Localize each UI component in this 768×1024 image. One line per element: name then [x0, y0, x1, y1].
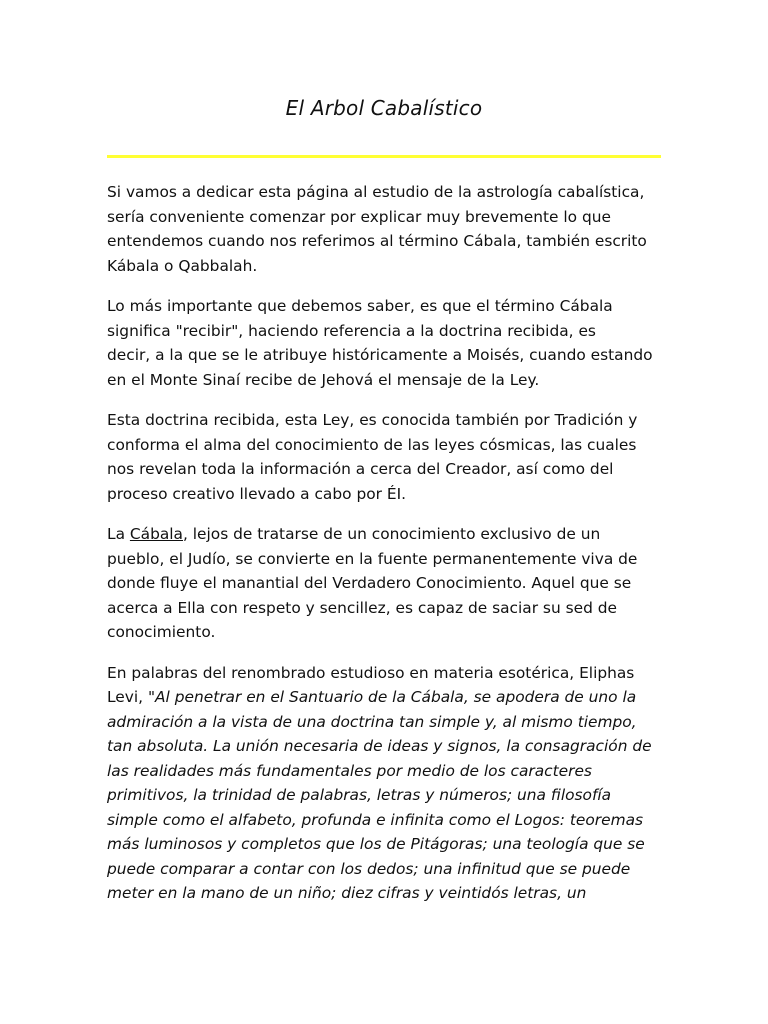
quote-line: simple como el alfabeto, profunda e infinita como el Logos: teoremas	[107, 810, 644, 829]
text-line-mixed	[107, 685, 663, 710]
text-line: nos revelan toda la información a cerca del Creador, así como del	[107, 460, 614, 478]
text-line: sería conveniente comenzar por explicar muy brevemente lo que	[107, 207, 611, 226]
author-name: Levi,	[107, 688, 148, 706]
paragraph-intro	[107, 180, 663, 278]
quote-line: más luminosos y completos que los de Pitágoras; una teología que se	[107, 835, 645, 853]
document-body	[107, 180, 663, 922]
quote-line: puede comparar a contar con los dedos; una infinitud que se puede	[107, 859, 631, 878]
quote-line: tan absoluta. La unión necesaria de ideas y signos, la consagración de	[107, 737, 652, 755]
paragraph-meaning	[107, 294, 663, 392]
page-title: El Arbol Cabalístico	[285, 96, 483, 120]
quote-line: admiración a la vista de una doctrina tan simple y, al mismo tiempo,	[107, 712, 637, 731]
text-line: Si vamos a dedicar esta página al estudio de la astrología cabalística,	[107, 183, 645, 201]
text-line: pueblo, el Judío, se convierte en la fuente permanentemente viva de	[107, 549, 638, 568]
quote-line: meter en la mano de un niño; diez cifras y veintidós letras, un	[107, 884, 587, 902]
text-line: Kábala o Qabbalah.	[107, 256, 258, 275]
paragraph-cabala-link	[107, 522, 663, 645]
text-line: Lo más importante que debemos saber, es que el término Cábala	[107, 297, 613, 315]
text-line: proceso creativo llevado a cabo por ÉI.	[107, 484, 407, 503]
paragraph-eliphas-levi	[107, 661, 663, 906]
text-line: decir, a la que se le atribuye históricamente a Moisés, cuando estando	[107, 346, 653, 364]
quote-line: las realidades más fundamentales por medio de los caracteres	[107, 761, 592, 780]
text-line: donde fluye el manantial del Verdadero Conocimiento. Aquel que se	[107, 574, 632, 592]
lead-text: La	[107, 525, 130, 543]
text-line: significa "recibir", haciendo referencia a la doctrina recibida, es	[107, 321, 596, 340]
text-line: Esta doctrina recibida, esta Ley, es conocida también por Tradición y	[107, 411, 638, 429]
quote-line: primitivos, la trinidad de palabras, letras y números; una filosofía	[107, 786, 612, 804]
text-line-with-link	[107, 522, 663, 547]
paragraph-tradition	[107, 408, 663, 506]
title-divider	[107, 155, 661, 158]
text-line: entendemos cuando nos referimos al término Cábala, también escrito	[107, 232, 647, 250]
text-line: En palabras del renombrado estudioso en materia esotérica, Eliphas	[107, 663, 635, 682]
cabala-link[interactable]: Cábala	[129, 525, 183, 543]
text-line: en el Monte Sinaí recibe de Jehová el mensaje de la Ley.	[107, 370, 540, 389]
text-line: acerca a Ella con respeto y sencillez, es capaz de saciar su sed de	[107, 598, 617, 617]
quote-text: "Al penetrar en el Santuario de la Cábala, se apodera de uno la	[147, 688, 637, 706]
text-line: conocimiento.	[107, 623, 216, 641]
line-rest-text: , lejos de tratarse de un conocimiento exclusivo de un	[183, 525, 601, 543]
text-line: conforma el alma del conocimiento de las leyes cósmicas, las cuales	[107, 435, 637, 454]
